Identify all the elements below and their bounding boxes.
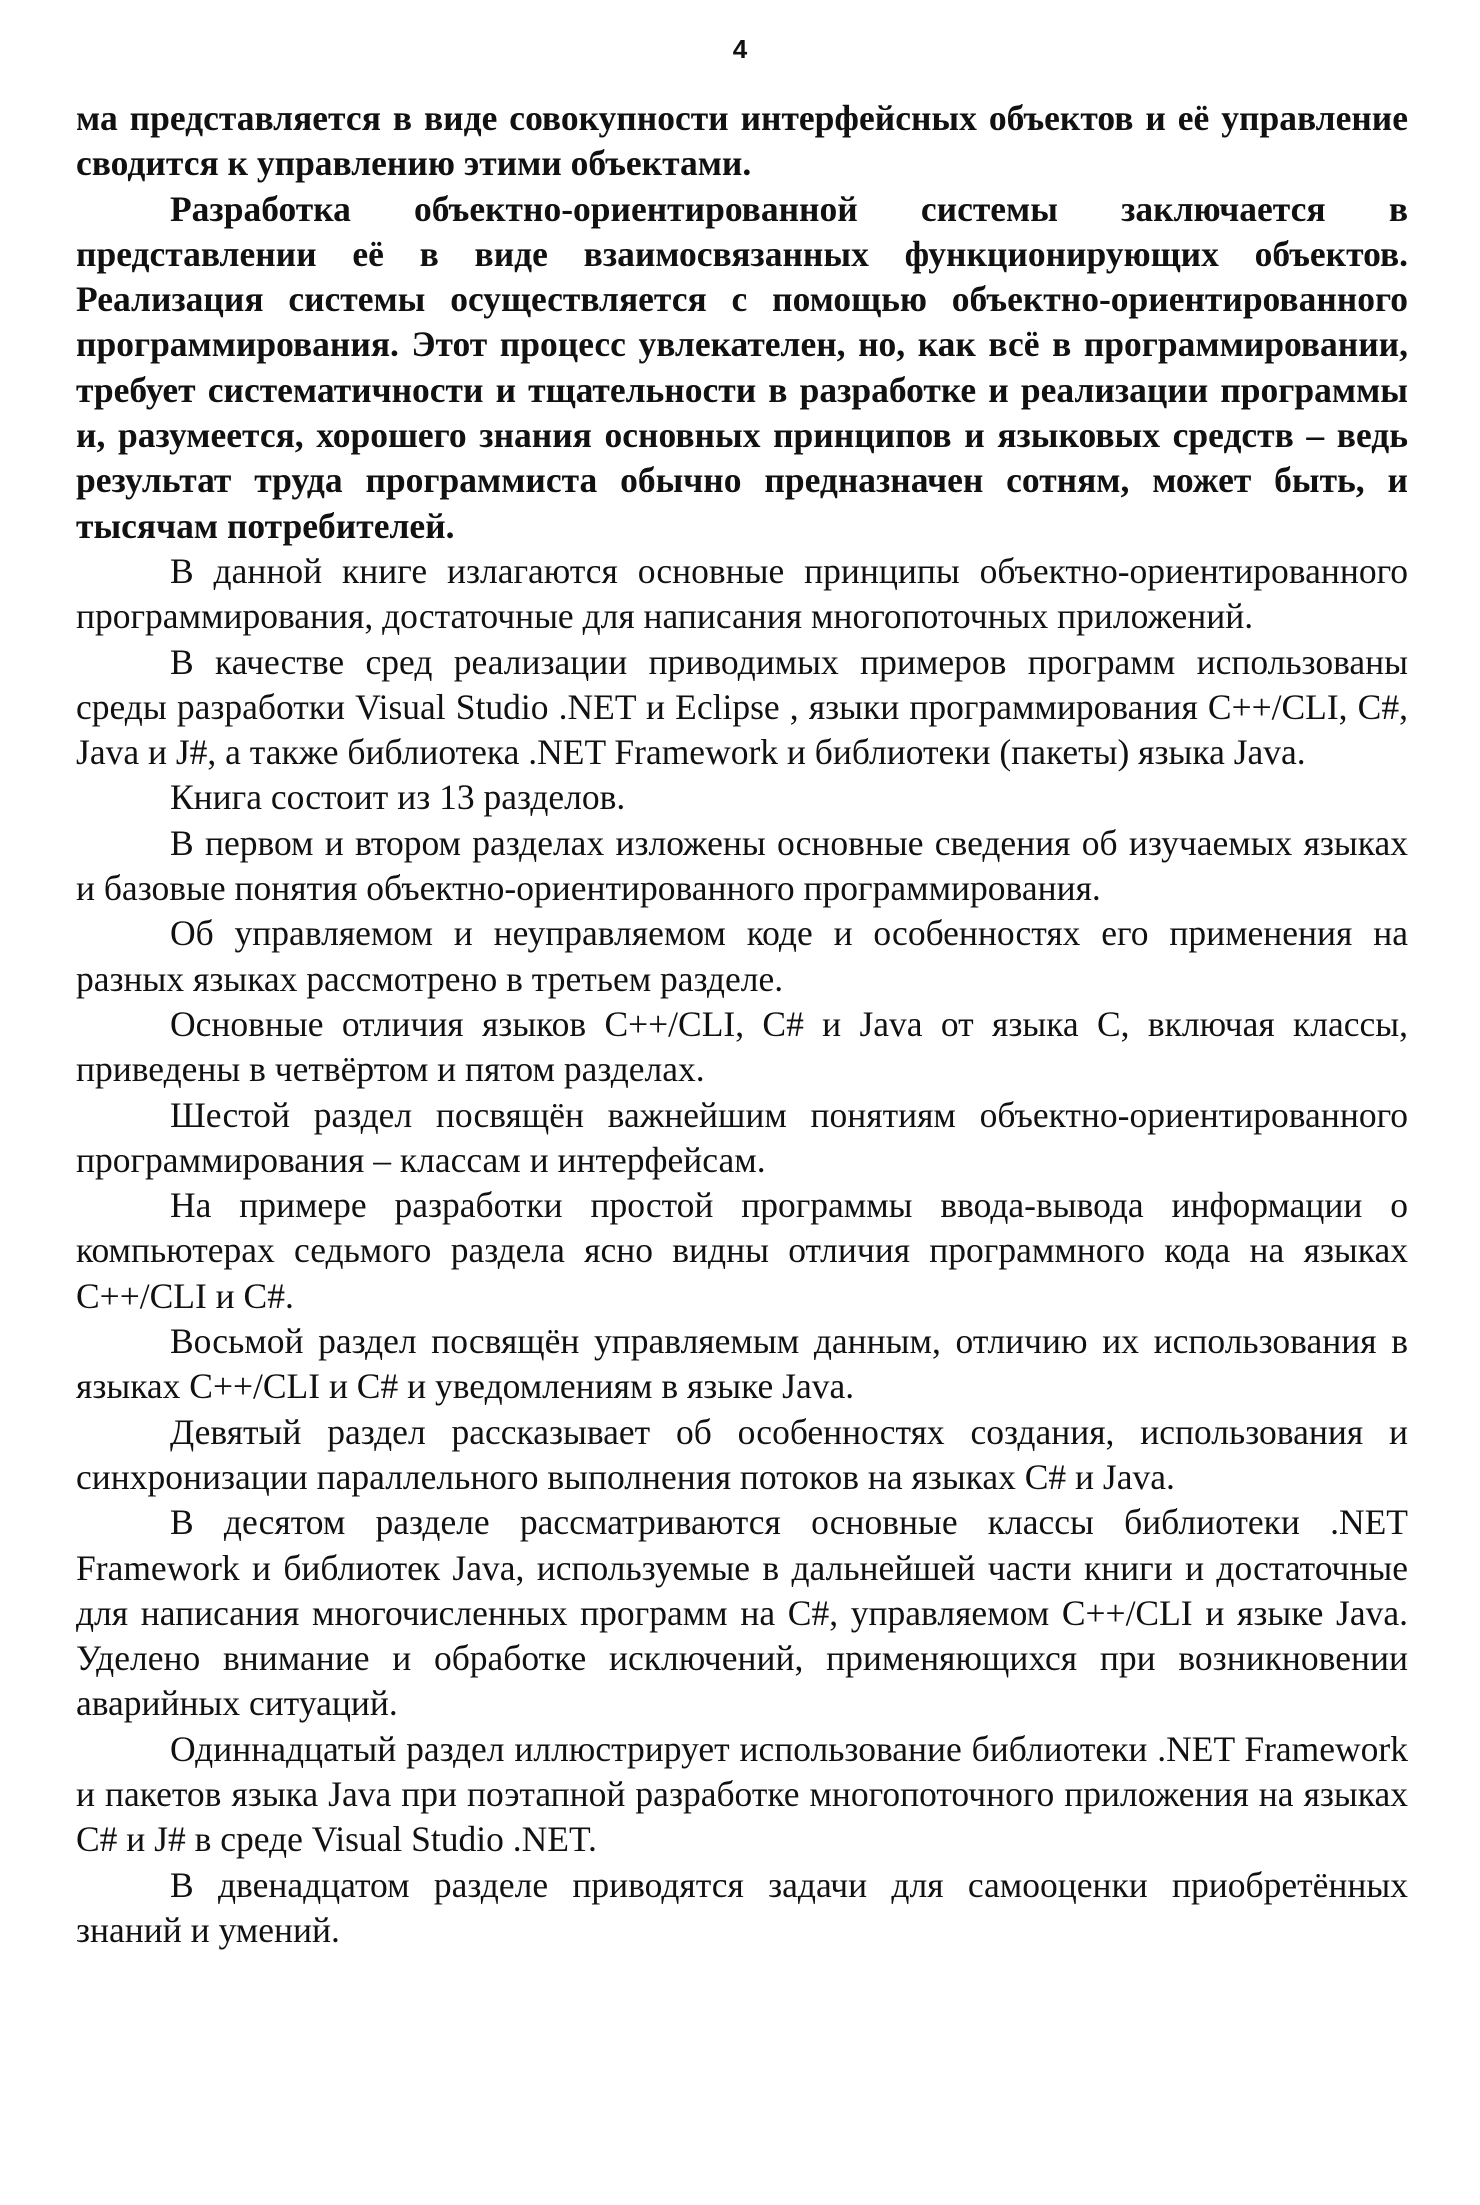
paragraph-10: На примере разработки простой программы ввода-вывода информации о компьютерах седьмого раздела ясно видны отличия программного кода на языках C++/CLI и C#. xyxy=(76,1185,1408,1316)
paragraph-3: В данной книге излагаются основные принципы объектно-ориентированного программирования, достаточные для написания многопоточных приложений. xyxy=(76,550,1408,637)
paragraph-2: Разработка объектно-ориентированной системы заключается в представлении её в виде взаимосвязанных функционирующих объектов. Реализация системы осуществляется с помощью объектно-ориентированного программирования. Этот процесс увлекателен, но, как всё в программировании, требует систематичности и тщательности в разработке и реализации программы и, разумеется, хорошего знания основных принципов и языковых средств – ведь результат труда программиста обычно предназначен сотням, может быть, и тысячам потребителей. xyxy=(76,188,1408,546)
paragraph-13: В десятом разделе рассматриваются основные классы библиотеки .NET Framework и библиотек Java, используемые в дальнейшей части книги и достаточные для написания многочисленных программ на C#, управляемом C++/CLI и языке Java. Уделено внимание и обработке исключений, применяющихся при возникновении аварийных ситуаций. xyxy=(76,1502,1408,1724)
paragraph-7: Об управляемом и неуправляемом коде и особенностях его применения на разных языках рассмотрено в третьем разделе. xyxy=(76,913,1408,999)
paragraph-1: ма представляется в виде совокупности интерфейсных объектов и её управление сводится к управлению этими объектами. xyxy=(76,98,1408,184)
paragraph-11: Восьмой раздел посвящён управляемым данным, отличию их использования в языках C++/CLI и C# и уведомлениям в языке Java. xyxy=(76,1321,1408,1407)
paragraph-9: Шестой раздел посвящён важнейшим понятиям объектно-ориентированного программирования – классам и интерфейсам. xyxy=(76,1094,1408,1180)
paragraph-6: В первом и втором разделах изложены основные сведения об изучаемых языках и базовые понятия объектно-ориентированного программирования. xyxy=(76,822,1408,909)
page-number: 4 xyxy=(732,34,748,64)
paragraph-5: Книга состоит из 13 разделов. xyxy=(170,777,626,818)
paragraph-15: В двенадцатом разделе приводятся задачи для самооценки приобретённых знаний и умений. xyxy=(76,1864,1408,1950)
page-body-text xyxy=(76,96,1408,1953)
paragraph-14: Одиннадцатый раздел иллюстрирует использование библиотеки .NET Framework и пакетов языка Java при поэтапной разработке многопоточного приложения на языках C# и J# в среде Visual Studio .NET. xyxy=(76,1728,1408,1860)
paragraph-4: В качестве сред реализации приводимых примеров программ использованы среды разработки Visual Studio .NET и Eclipse , языки программирования C++/CLI, C#, Java и J#, а также библиотека .NET Framework и библиотеки (пакеты) языка Java. xyxy=(76,641,1408,773)
paragraph-12: Девятый раздел рассказывает об особенностях создания, использования и синхронизации параллельного выполнения потоков на языках C# и Java. xyxy=(76,1411,1408,1497)
paragraph-8: Основные отличия языков C++/CLI, C# и Java от языка C, включая классы, приведены в четвёртом и пятом разделах. xyxy=(76,1003,1408,1090)
